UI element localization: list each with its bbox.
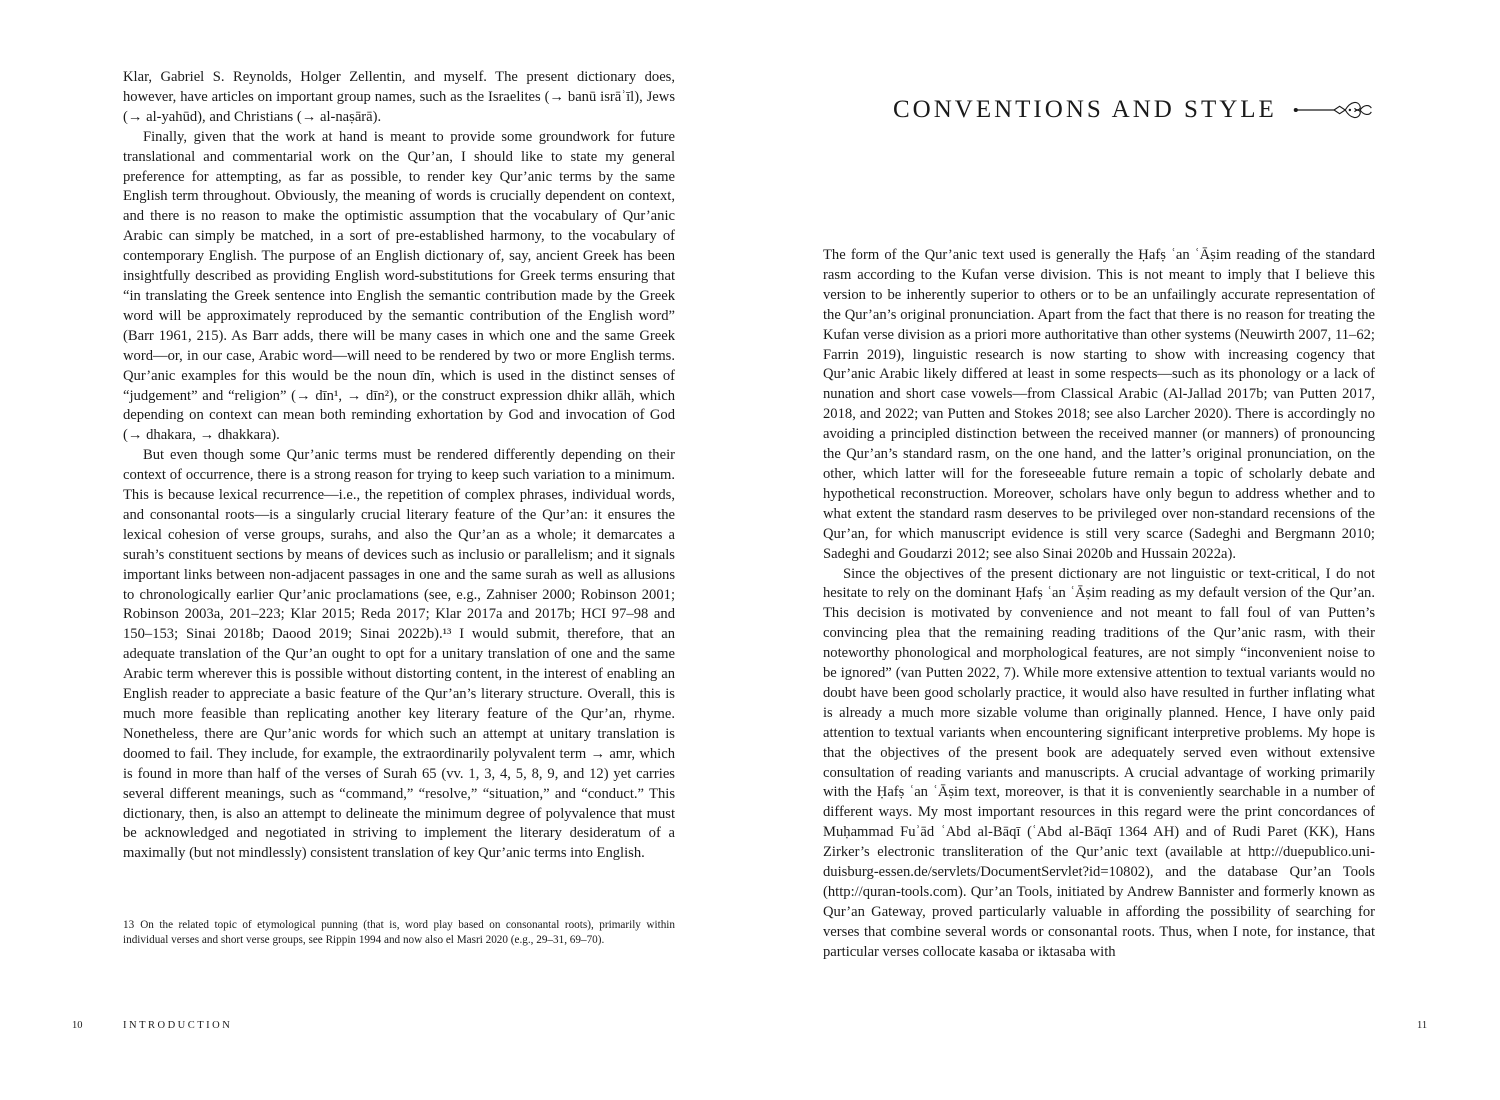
footnote-number: 13 bbox=[123, 919, 135, 931]
left-body-text bbox=[123, 68, 675, 864]
fleuron-ornament-icon bbox=[1293, 98, 1373, 122]
page-number: 10 bbox=[72, 1020, 83, 1031]
footnote bbox=[123, 918, 675, 948]
paragraph: But even though some Qur’anic terms must be rendered differently depending on their context of occurrence, there is a strong reason for trying to keep such variation to a minimum. This is because lexical recurrence—i.e., the repetition of complex phrases, individual words, and consonantal roots—is a singularly crucial literary feature of the Qur’an: it ensures the lexical cohesion of verse groups, surahs, and also the Qur’an as a whole; it demarcates a surah’s constituent sections by means of devices such as inclusio or parallelism; and it signals important links between non-adjacent passages in one and the same surah as well as allusions to chronologically earlier Qur’anic proclamations (see, e.g., Zahniser 2000; Robinson 2001; Robinson 2003a, 201–223; Klar 2015; Reda 2017; Klar 2017a and 2017b; HCI 97–98 and 150–153; Sinai 2018b; Daood 2019; Sinai 2022b).¹³ I would submit, therefore, that an adequate translation of the Qur’an ought to opt for a unitary translation of one and the same Arabic term wherever this is possible without distorting content, in the interest of enabling an English reader to appreciate a basic feature of the Qur’an’s literary structure. Overall, this is much more feasible than replicating another key literary feature of the Qur’an, rhyme. Nonetheless, there are Qur’anic words for which such an attempt at unitary translation is doomed to fail. They include, for example, the extraordinarily polyvalent term → amr, which is found in more than half of the verses of Surah 65 (vv. 1, 3, 4, 5, 8, 9, and 12) yet carries several different meanings, such as “command,” “resolve,” “situation,” and “conduct.” This dictionary, then, is also an attempt to delineate the minimum degree of polyvalence that must be acknowledged and negotiated in striving to implement the literary desideratum of a maximally (but not mindlessly) consistent translation of key Qur’anic terms into English. bbox=[123, 447, 675, 862]
paragraph: The form of the Qur’anic text used is generally the Ḥafṣ ʿan ʿĀṣim reading of the standard rasm according to the Kufan verse division. This is not meant to imply that I believe this version to be inherently superior to others or to be an unfailingly accurate representation of the Qur’an’s original pronunciation. Apart from the fact that there is no reason for treating the Kufan verse division as a priori more authoritative than other systems (Neuwirth 2007, 11–62; Farrin 2019), linguistic research is now starting to show with increasing cogency that Qur’anic Arabic likely differed at least in some respects—such as its phonology or a lack of nunation and short case vowels—from Classical Arabic (Al-Jallad 2017b; van Putten 2017, 2018, and 2022; van Putten and Stokes 2018; see also Larcher 2020). There is accordingly no avoiding a principled distinction between the received manner (or manners) of pronouncing the Qur’an’s standard rasm, on the one hand, and the latter’s original pronunciation, on the other, which latter will for the foreseeable future remain a topic of scholarly debate and hypothetical reconstruction. Moreover, scholars have only begun to address whether and to what extent the standard rasm deserves to be privileged over non-standard recensions of the Qur’an, for which manuscript evidence is still very scarce (Sadeghi and Bergmann 2010; Sadeghi and Goudarzi 2012; see also Sinai 2020b and Hussain 2022a). bbox=[823, 247, 1375, 562]
right-body-text bbox=[823, 246, 1375, 963]
paragraph: Klar, Gabriel S. Reynolds, Holger Zellentin, and myself. The present dictionary does, however, have articles on important group names, such as the Israelites (→ banū isrāʾīl), Jews (→ al-yahūd), and Christians (→ al-naṣārā). bbox=[123, 69, 675, 125]
right-page bbox=[750, 0, 1500, 1100]
paragraph: Finally, given that the work at hand is meant to provide some groundwork for future translational and commentarial work on the Qur’an, I should like to state my general preference for attempting, as far as possible, to render key Qur’anic terms by the same English term throughout. Obviously, the meaning of words is crucially dependent on context, and there is no reason to make the optimistic assumption that the vocabulary of Qur’anic Arabic can simply be matched, in a sort of pre-established harmony, to the vocabulary of contemporary English. The purpose of an English dictionary of, say, ancient Greek has been insightfully described as providing English word-substitutions for Greek terms ensuring that “in translating the Greek sentence into English the semantic contribution made by the Greek word will be approximately reproduced by the semantic contribution of the English word” (Barr 1961, 215). As Barr adds, there will be many cases in which one and the same Greek word—or, in our case, Arabic word—will need to be rendered by two or more English terms. Qur’anic examples for this would be the noun dīn, which is used in the distinct senses of “judgement” and “religion” (→ dīn¹, → dīn²), or the construct expression dhikr allāh, which depending on context can mean both reminding exhortation by God and invocation of God (→ dhakara, → dhakkara). bbox=[123, 128, 675, 444]
paragraph: Since the objectives of the present dictionary are not linguistic or text-critical, I do not hesitate to rely on the dominant Ḥafṣ ʿan ʿĀṣim reading as my default version of the Qur’an. This decision is motivated by convenience and not meant to fall foul of van Putten’s convincing plea that the remaining reading traditions of the Qur’anic rasm, with their noteworthy phonological and morphological features, are not simply “inconvenient noise to be ignored” (van Putten 2022, 7). While more extensive attention to textual variants would no doubt have been good scholarly practice, it would also have resulted in further inflating what is already a much more sizable volume than originally planned. Hence, I have only paid attention to textual variants when encountering significant interpretive problems. My hope is that the objectives of the present book are adequately served even without extensive consultation of reading variants and manuscripts. A crucial advantage of working primarily with the Ḥafṣ ʿan ʿĀṣim text, moreover, is that it is conveniently searchable in a number of different ways. My most important resources in this regard were the print concordances of Muḥammad Fuʾād ʿAbd al-Bāqī (ʿAbd al-Bāqī 1364 AH) and of Rudi Paret (KK), Hans Zirker’s electronic transliteration of the Qur’anic text (available at http://duepublico.uni-duisburg-essen.de/servlets/DocumentServlet?id=10802), and the database Qur’an Tools (http://quran-tools.com). Qur’an Tools, initiated by Andrew Bannister and formerly known as Qur’an Gateway, proved particularly valuable in affording the possibility of searching for verses that combine several words or consonantal roots. Thus, when I note, for instance, that particular verses collocate kasaba or iktasaba with bbox=[823, 565, 1375, 960]
chapter-title: CONVENTIONS AND STYLE bbox=[893, 96, 1277, 123]
footnote-text: On the related topic of etymological punning (that is, word play based on consonantal roots), primarily within individual verses and short verse groups, see Rippin 1994 and now also el Masri 2020 (e.g., 29–31, 69–70). bbox=[123, 919, 675, 946]
chapter-heading bbox=[893, 96, 1373, 124]
page-number: 11 bbox=[1417, 1020, 1428, 1031]
running-head: INTRODUCTION bbox=[123, 1020, 233, 1031]
